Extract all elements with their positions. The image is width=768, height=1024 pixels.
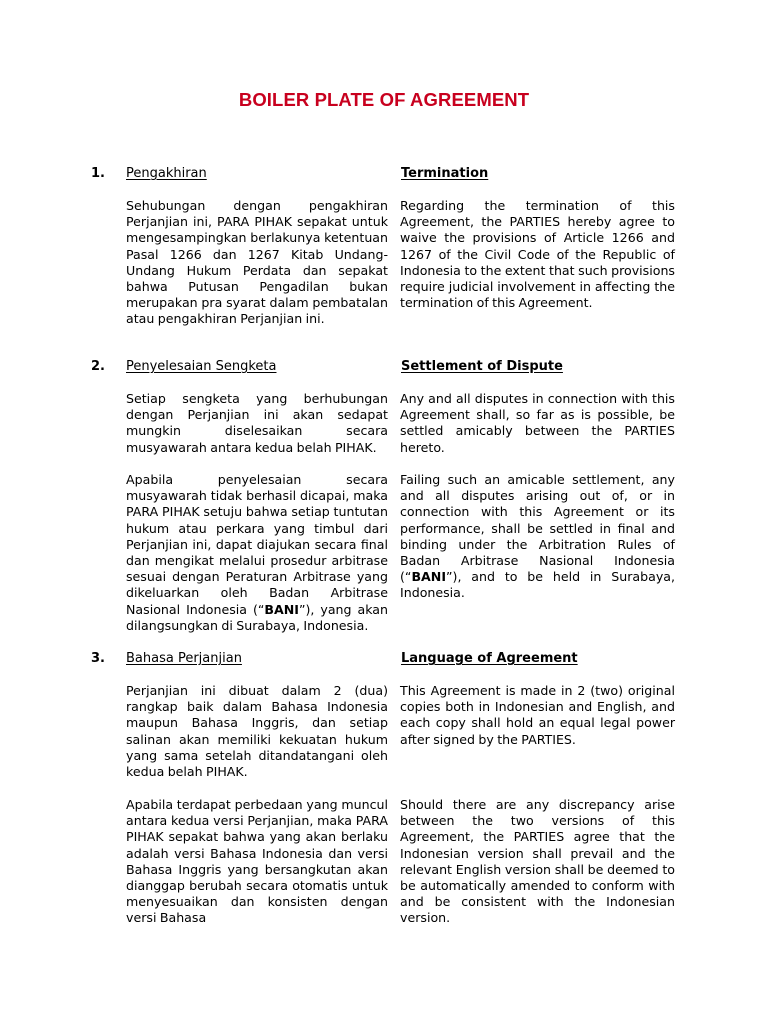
bani-term: BANI <box>264 601 299 617</box>
paragraph-indonesian: Setiap sengketa yang berhubungan dengan Perjanjian ini akan sedapat mungkin diselesaikan secara musyawarah antara kedua belah PIHAK. <box>126 391 388 455</box>
paragraph-indonesian <box>126 472 388 634</box>
paragraph-english: Should there are any discrepancy arise between the two versions of this Agreement, the PARTIES agree that the Indonesian version shall prevail and the relevant English version shall be deemed to be automatically amended to conform with and be consistent with the Indonesian version. <box>400 797 675 926</box>
paragraph-english: This Agreement is made in 2 (two) original copies both in Indonesian and English, and each copy shall hold an equal legal power after signed by the PARTIES. <box>400 683 675 747</box>
section-heading-english: Language of Agreement <box>401 651 578 666</box>
paragraph-indonesian: Sehubungan dengan pengakhiran Perjanjian ini, PARA PIHAK sepakat untuk mengesampingkan berlakunya ketentuan Pasal 1266 dan 1267 Kitab Undang-Undang Hukum Perdata dan sepakat bahwa Putusan Pengadilan bukan merupakan pra syarat dalam pembatalan atau pengakhiran Perjanjian ini. <box>126 198 388 327</box>
section-heading-indonesian: Penyelesaian Sengketa <box>126 359 277 374</box>
paragraph-text: ”), and to be held in Surabaya, Indonesia. <box>400 569 675 601</box>
section-number: 1. <box>91 166 105 181</box>
section-heading-indonesian: Pengakhiran <box>126 166 207 181</box>
paragraph-english: Any and all disputes in connection with this Agreement shall, so far as is possible, be settled amicably between the PARTIES hereto. <box>400 391 675 455</box>
paragraph-text: Apabila penyelesaian secara musyawarah tidak berhasil dicapai, maka PARA PIHAK setuju bahwa setiap tuntutan hukum atau perkara yang timbul dari Perjanjian ini, dapat diajukan secara final dan mengikat melalui prosedur arbitrase sesuai dengan Peraturan Arbitrase yang dikeluarkan oleh Badan Arbitrase Nasional Indonesia (“ <box>126 472 388 617</box>
bani-term: BANI <box>411 569 447 585</box>
paragraph-english <box>400 472 675 602</box>
document-title: BOILER PLATE OF AGREEMENT <box>238 89 530 110</box>
section-number: 3. <box>91 651 105 666</box>
paragraph-text: ”), yang akan dilangsungkan di Surabaya, Indonesia. <box>126 601 388 633</box>
section-heading-english: Settlement of Dispute <box>401 359 563 374</box>
paragraph-indonesian: Perjanjian ini dibuat dalam 2 (dua) rangkap baik dalam Bahasa Indonesia maupun Bahasa Inggris, dan setiap salinan akan memiliki kekuatan hukum yang sama setelah ditandatangani oleh kedua belah PIHAK. <box>126 683 388 780</box>
section-number: 2. <box>91 359 105 374</box>
paragraph-indonesian: Apabila terdapat perbedaan yang muncul antara kedua versi Perjanjian, maka PARA PIHAK sepakat bahwa yang akan berlaku adalah versi Bahasa Indonesia dan versi Bahasa Inggris yang bersangkutan akan dianggap berubah secara otomatis untuk menyesuaikan dan konsisten dengan versi Bahasa <box>126 797 388 926</box>
section-heading-english: Termination <box>401 166 489 181</box>
paragraph-text: Failing such an amicable settlement, any and all disputes arising out of, or in connection with this Agreement or its performance, shall be settled in final and binding under the Arbitration Rules of Badan Arbitrase Nasional Indonesia (“ <box>400 472 675 585</box>
section-heading-indonesian: Bahasa Perjanjian <box>126 651 242 666</box>
paragraph-english: Regarding the termination of this Agreement, the PARTIES hereby agree to waive the provisions of Article 1266 and 1267 of the Civil Code of the Republic of Indonesia to the extent that such provisions require judicial involvement in affecting the termination of this Agreement. <box>400 198 675 311</box>
